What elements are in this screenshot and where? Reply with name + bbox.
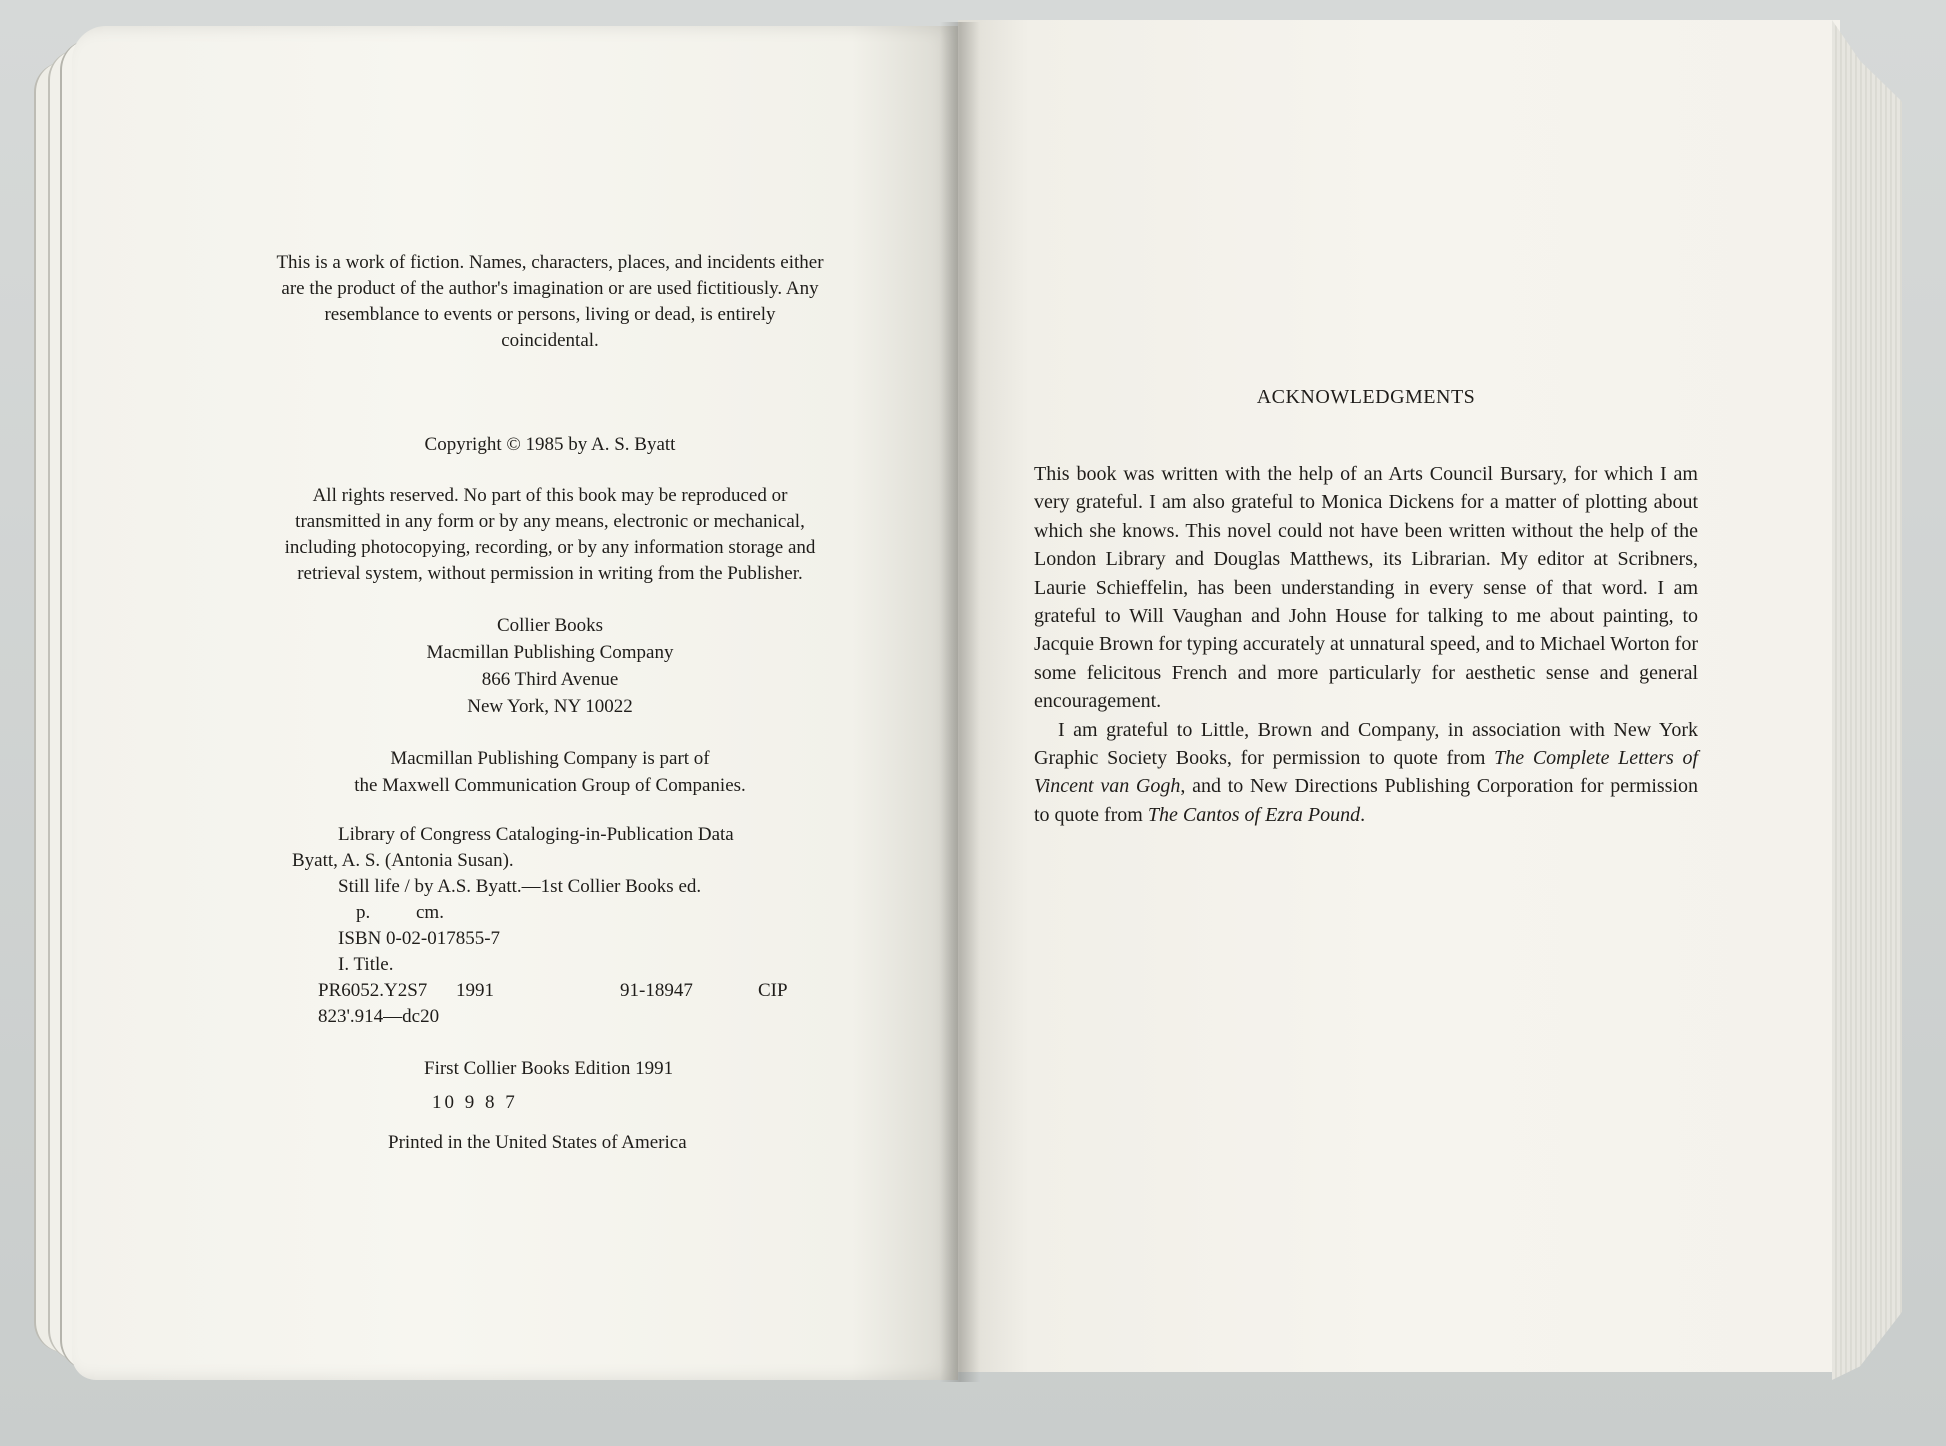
- text-line: Collier Books: [496, 615, 604, 636]
- text-line: 866 Third Avenue: [481, 669, 619, 690]
- book-title: The Cantos of Ezra Pound: [1147, 803, 1361, 826]
- text-line: resemblance to events or persons, living or dead, is entirely: [324, 304, 776, 325]
- cip-subject: I. Title.: [338, 954, 394, 975]
- text-line: Macmillan Publishing Company is part of: [390, 748, 710, 769]
- print-line: 10 9 8 7: [432, 1092, 518, 1113]
- text-span: , and to New Directions Publishing Corporation for permission to quote from: [1034, 775, 1699, 826]
- text-line: coincidental.: [501, 330, 599, 351]
- acknowledgments-body: [1034, 460, 1698, 829]
- text-span: I am grateful to Little, Brown and Company, in association with New York Graphic Society Books, for permission to quote from: [1034, 718, 1698, 770]
- cip-p: p.: [356, 902, 371, 923]
- fore-edge: [1832, 20, 1902, 1380]
- book-gutter: [940, 22, 980, 1382]
- cip-heading: Library of Congress Cataloging-in-Publication Data: [338, 824, 734, 845]
- cip-label: CIP: [758, 980, 788, 1001]
- text-line: This is a work of fiction. Names, characters, places, and incidents either: [276, 252, 824, 273]
- cip-isbn: ISBN 0-02-017855-7: [338, 928, 501, 949]
- printed-line: Printed in the United States of America: [388, 1132, 687, 1153]
- cip-author: Byatt, A. S. (Antonia Susan).: [292, 850, 514, 871]
- text-line: the Maxwell Communication Group of Companies.: [354, 775, 746, 796]
- text-line: retrieval system, without permission in writing from the Publisher.: [297, 563, 803, 584]
- cip-cm: cm.: [416, 902, 444, 923]
- paragraph: This book was written with the help of an Arts Council Bursary, for which I am very grateful. I am also grateful to Monica Dickens for a matter of plotting about which she knows. This novel could not have been written without the help of the London Library and Douglas Matthews, its Librarian. My editor at Scribners, Laurie Schieffelin, has been understanding in every sense of that word. I am grateful to Will Vaughan and John House for talking to me about painting, to Jacquie Brown for typing accurately at unnatural speed, and to Michael Worton for some felicitous French and more particularly for aesthetic sense and general encouragement.: [1034, 463, 1698, 713]
- edition-line: First Collier Books Edition 1991: [424, 1058, 674, 1079]
- cip-class-number: PR6052.Y2S7: [318, 980, 428, 1001]
- text-line: New York, NY 10022: [467, 696, 633, 717]
- text-line: transmitted in any form or by any means, electronic or mechanical,: [295, 511, 805, 532]
- cip-year: 1991: [456, 980, 494, 1001]
- book-title: The Complete Letters of Vincent van Gogh: [1034, 747, 1698, 798]
- text-line: Macmillan Publishing Company: [426, 642, 674, 663]
- text-line: are the product of the author's imagination or are used fictitiously. Any: [281, 278, 819, 299]
- text-line: All rights reserved. No part of this book may be reproduced or: [312, 485, 788, 506]
- cip-lccn: 91-18947: [620, 980, 693, 1001]
- paragraph: [1034, 716, 1698, 830]
- copyright-line: Copyright © 1985 by A. S. Byatt: [424, 434, 676, 455]
- cip-dewey: 823'.914—dc20: [318, 1006, 440, 1027]
- acknowledgments-heading: ACKNOWLEDGMENTS: [1256, 386, 1476, 408]
- text-span: .: [1360, 803, 1366, 826]
- text-line: including photocopying, recording, or by any information storage and: [284, 537, 816, 558]
- cip-title: Still life / by A.S. Byatt.—1st Collier Books ed.: [338, 876, 702, 897]
